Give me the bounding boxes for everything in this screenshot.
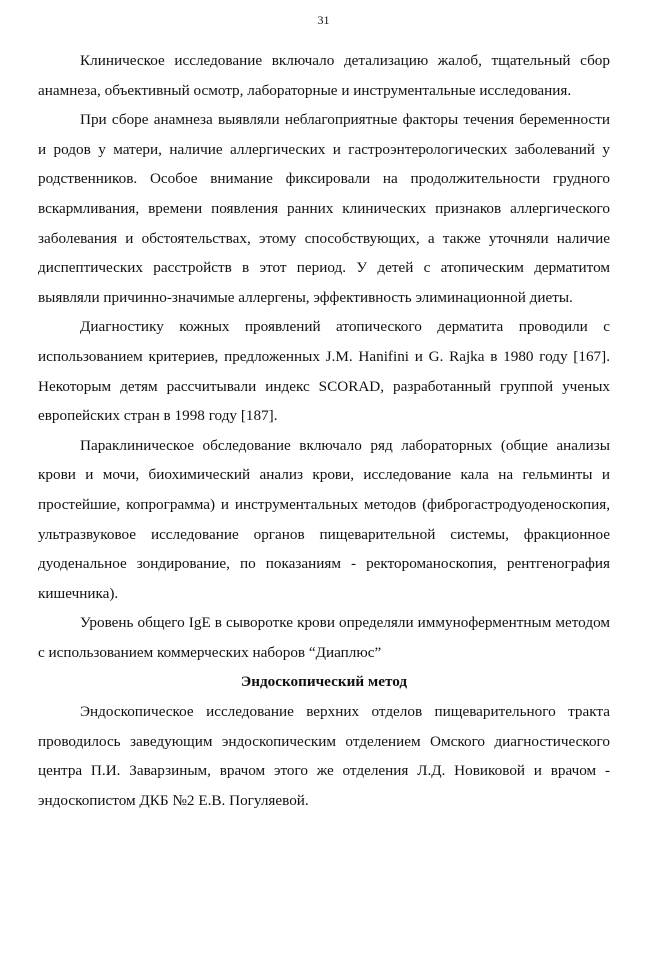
paragraph-endoscopy: Эндоскопическое исследование верхних отделов пищеварительного тракта проводилось заведующим эндоскопическим отделением Омского диагностического центра П.И. Заварзиным, врачом этого же отделения Л.Д. Новиковой и врачом - эндоскопистом ДКБ №2 Е.В. Погуляевой. xyxy=(38,703,610,809)
paragraph-clinical-examination: Клиническое исследование включало детализацию жалоб, тщательный сбор анамнеза, объективный осмотр, лабораторные и инструментальные исследования. xyxy=(38,52,610,99)
page-body xyxy=(38,46,610,815)
paragraph-anamnesis: При сборе анамнеза выявляли неблагоприятные факторы течения беременности и родов у матери, наличие аллергических и гастроэнтерологических заболеваний у родственников. Особое внимание фиксировали на продолжительности грудного вскармливания, времени появления ранних клинических признаков аллергического заболевания и обстоятельствах, этому способствующих, а также уточняли наличие диспептических расстройств в этот период. У детей с атопическим дерматитом выявляли причинно-значимые аллергены, эффективность элиминационной диеты. xyxy=(38,111,610,306)
paragraph-diagnostics: Диагностику кожных проявлений атопического дерматита проводили с использованием критериев, предложенных J.M. Hanifini и G. Rajka в 1980 году [167]. Некоторым детям рассчитывали индекс SCORAD, разработанный группой ученых европейских стран в 1998 году [187]. xyxy=(38,318,610,425)
paragraph-paraclinical: Параклиническое обследование включало ряд лабораторных (общие анализы крови и мочи, биохимический анализ крови, исследование кала на гельминты и простейшие, копрограмма) и инструментальных методов (фиброгастродуоденоскопия, ультразвуковое исследование органов пищеварительной системы, фракционное дуоденальное зондирование, по показаниям - ректороманоскопия, рентгенография кишечника). xyxy=(38,436,610,602)
paragraph-ige: Уровень общего IgE в сыворотке крови определяли иммуноферментным методом с использованием коммерческих наборов “Диаплюс” xyxy=(38,614,610,661)
page-number: 31 xyxy=(317,13,330,27)
section-heading: Эндоскопический метод xyxy=(240,673,408,691)
